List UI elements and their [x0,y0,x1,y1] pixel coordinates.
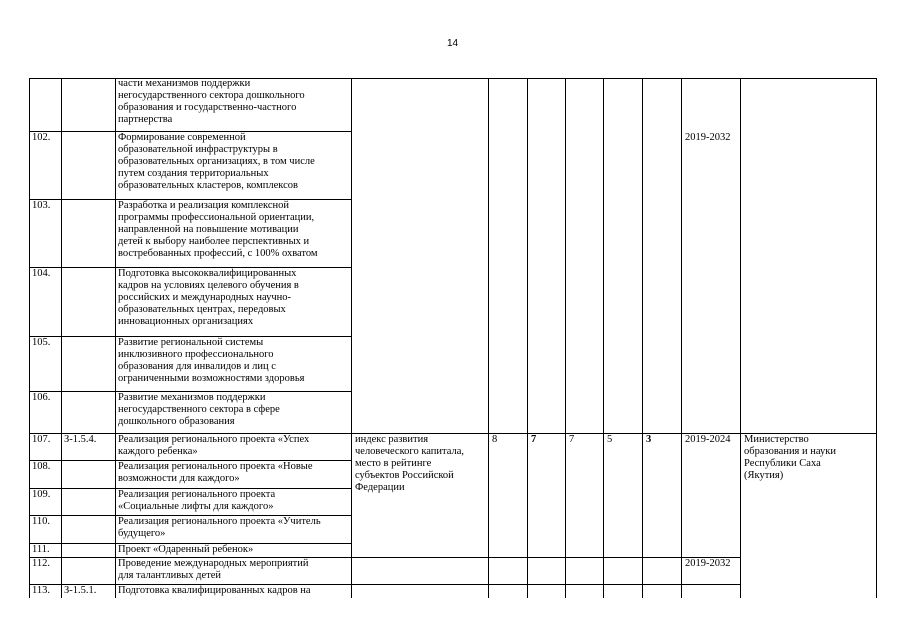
value-cell: 5 [607,434,613,445]
value-cell: 3 [646,434,652,445]
list-item-text: Развитие механизмов поддержки негосударственного сектора в сфере дошкольного образования [118,392,280,428]
list-item-number: 104. [32,268,51,279]
value-cell: 8 [492,434,498,445]
indicator-text: индекс развития человеческого капитала, место в рейтинге субъектов Российской Федерации [355,434,465,494]
list-item-number: 109. [32,489,51,500]
page-number: 14 [446,38,459,49]
goal-code: З-1.5.1. [64,585,97,596]
list-item-text: Подготовка высококвалифицированных кадров на условиях целевого обучения в российских и международных научно- образовательных центрах, передовых инновационных организациях [118,268,299,328]
list-item-text: Проект «Одаренный ребенок» [118,544,254,555]
list-item-text: Разработка и реализация комплексной программы профессиональной ориентации, направленной на повышение мотивации детей к выбору наиболее перспективных и востребованных профессий, с 100% охватом [118,200,318,260]
list-item-text: Реализация регионального проекта «Учитель будущего» [118,516,321,540]
list-item-text: Реализация регионального проекта «Успех каждого ребенка» [118,434,310,458]
period-cell: 2019-2032 [685,132,731,143]
list-item-text: Развитие региональной системы инклюзивного профессионального образования для инвалидов и лиц с ограниченными возможностями здоровья [118,337,305,385]
value-cell: 7 [569,434,575,445]
list-item-number: 105. [32,337,51,348]
list-item-text: части механизмов поддержки негосударственного сектора дошкольного образования и государственно-частного партнерства [118,78,305,126]
list-item-number: 107. [32,434,51,445]
list-item-number: 103. [32,200,51,211]
responsible-cell: Министерство образования и науки Республики Саха (Якутия) [744,434,836,482]
list-item-number: 102. [32,132,51,143]
period-cell: 2019-2024 [685,434,731,445]
list-item-text: Формирование современной образовательной инфраструктуры в образовательных организациях, в том числе путем создания территориальных образовательных кластеров, комплексов [118,132,315,192]
list-item-text: Реализация регионального проекта «Социальные лифты для каждого» [118,489,276,513]
list-item-text: Проведение международных мероприятий для талантливых детей [118,558,309,582]
value-cell: 7 [531,434,537,445]
list-item-number: 110. [32,516,50,527]
period-cell: 2019-2032 [685,558,731,569]
list-item-number: 113. [32,585,50,596]
list-item-text: Подготовка квалифицированных кадров на [118,585,311,596]
list-item-number: 111. [32,544,50,555]
list-item-number: 108. [32,461,51,472]
list-item-number: 106. [32,392,51,403]
goal-code: З-1.5.4. [64,434,97,445]
list-item-text: Реализация регионального проекта «Новые возможности для каждого» [118,461,313,485]
list-item-number: 112. [32,558,50,569]
